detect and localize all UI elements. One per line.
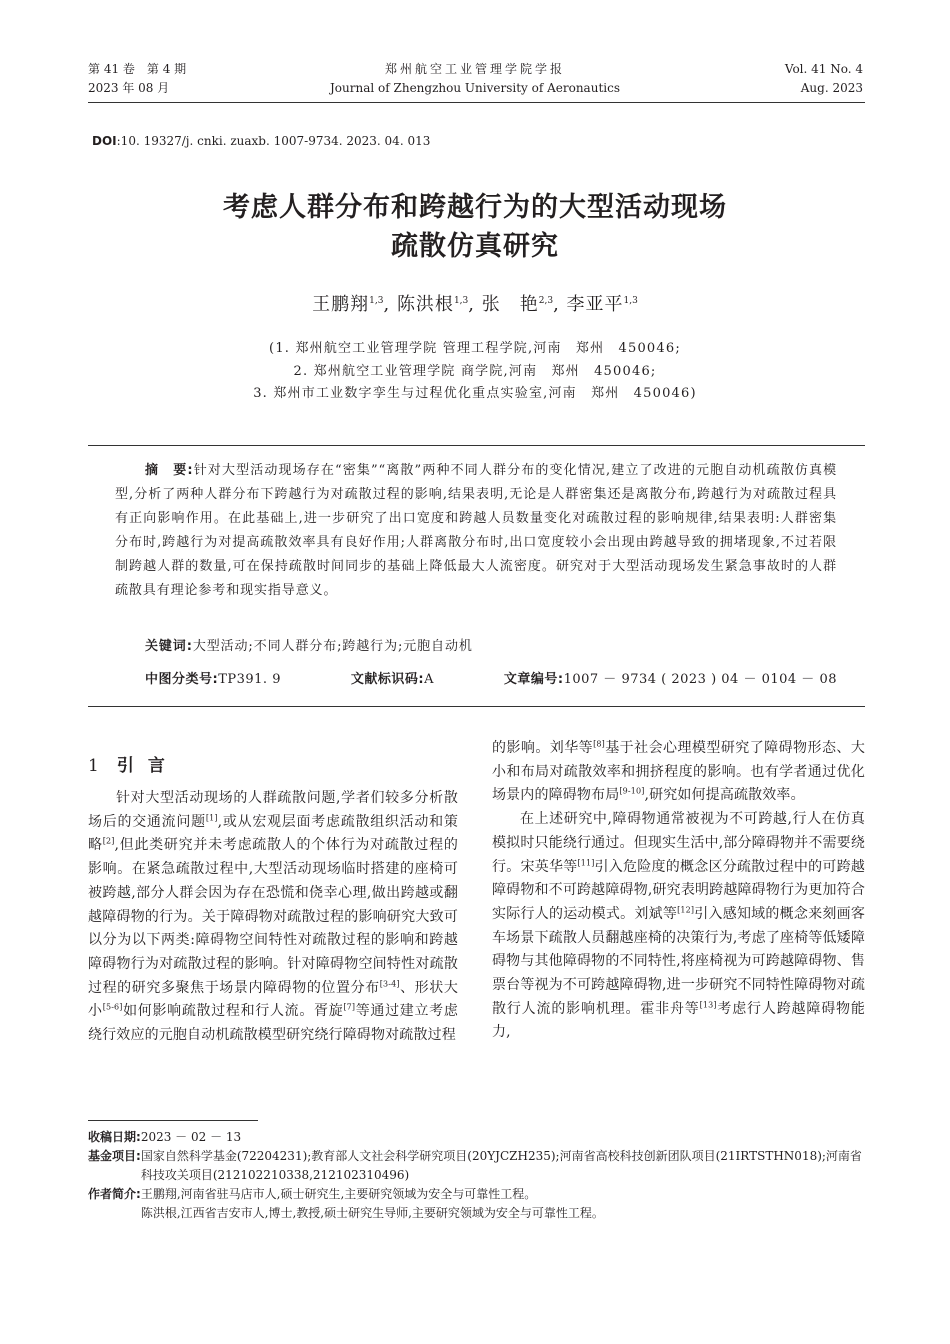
citation-ref: [8] (593, 739, 605, 749)
citation-ref: [7] (343, 1002, 356, 1012)
clc-label: 中图分类号: (145, 672, 219, 687)
citation-ref: [5-6] (102, 1002, 123, 1012)
body-text: 引入危险度的概念区分疏散过程中的可跨越障碍物和不可跨越障碍物,研究表明跨越障碍物行为更加符合实际行人的运动模式。刘斌等 (492, 858, 865, 922)
body-paragraph (492, 808, 865, 1045)
author-affiliation-marker: 1,3 (369, 296, 384, 306)
body-text: 针对大型活动现场的人群疏散问题,学者们较多分析散场后的交通流问题 (88, 790, 458, 830)
author-affiliation-marker: 1,3 (623, 296, 638, 306)
author-separator: , (468, 294, 475, 315)
author-separator: , (383, 294, 391, 315)
body-text: 引入感知域的概念来刻画客车场景下疏散人员翻越座椅的决策行为,考虑了座椅等低矮障碍物与其他障碍物的不同特性,将座椅视为可跨越障碍物、售票台等视为不可跨越障碍物,进一步研究不同特性障碍物对疏散行人流的影响机理。霍非舟等 (492, 905, 865, 1017)
author-bio-label: 作者简介: (88, 1187, 141, 1201)
author-bio: 王鹏翔,河南省驻马店市人,硕士研究生,主要研究领域为安全与可靠性工程。 (140, 1187, 537, 1201)
header-journal-cn: 郑州航空工业管理学院学报 (384, 62, 565, 76)
article-number (504, 668, 837, 687)
citation-ref: [12] (677, 905, 695, 915)
body-text: 的影响。刘华等 (492, 740, 594, 756)
body-text: ,或从宏观层面考虑疏散组织活动和策略 (88, 813, 459, 854)
author-bio-list (141, 1185, 868, 1223)
body-column-left (88, 787, 458, 1048)
abstract-label: 摘 要: (145, 463, 194, 478)
footnote-rule (88, 1120, 258, 1121)
body-text: 等通过建立考虑绕行效应的元胞自动机疏散模型研究绕行障碍物对疏散过程 (88, 1003, 458, 1044)
author-name: 陈洪根 (396, 294, 454, 315)
keywords-text: 大型活动;不同人群分布;跨越行为;元胞自动机 (192, 639, 473, 654)
body-text: 考虑行人跨越障碍物能力, (492, 1000, 866, 1041)
body-text: 基于社会心理模型研究了障碍物形态、大小和布局对疏散效率和拥挤程度的影响。也有学者通过优化场景内的障碍物布局 (492, 740, 865, 804)
paper-title-line1: 考虑人群分布和跨越行为的大型活动现场 (223, 192, 727, 223)
section-number: 1 (88, 756, 99, 776)
document-code (351, 668, 434, 687)
article-number-label: 文章编号: (503, 672, 564, 687)
body-paragraph (492, 737, 865, 808)
paper-title (100, 188, 850, 266)
author-bio: 陈洪根,江西省吉安市人,博士,教授,硕士研究生导师,主要研究领域为安全与可靠性工程。 (140, 1206, 604, 1220)
citation-ref: [1] (205, 813, 218, 823)
body-text: 、形状大小 (88, 979, 458, 1020)
header-date-cn: 2023 年 08 月 (88, 81, 170, 95)
author-affiliation-marker: 1,3 (453, 296, 469, 306)
header-volume-issue-cn: 第 41 卷 第 4 期 (88, 62, 187, 76)
clc-value: TP391. 9 (218, 672, 281, 687)
affiliation-item: (1. 郑州航空工业管理学院 管理工程学院,河南 郑州 450046; (269, 341, 681, 356)
author-name: 王鹏翔 (312, 294, 370, 315)
author-affiliation-marker: 2,3 (538, 296, 554, 306)
header-volume-issue-en: Vol. 41 No. 4 (784, 62, 863, 76)
citation-ref: [13] (699, 1000, 717, 1010)
header-center (275, 60, 675, 98)
article-number-value: 1007 － 9734 ( 2023 ) 04 － 0104 － 08 (563, 672, 837, 687)
affiliation-list (100, 338, 850, 406)
header-right (785, 60, 863, 98)
doi-line (92, 134, 430, 148)
citation-ref: [9-10] (619, 786, 645, 796)
paper-title-line2: 疏散仿真研究 (391, 231, 559, 262)
body-text: 如何影响疏散过程和行人流。胥旋 (122, 1003, 344, 1020)
header-journal-en: Journal of Zhengzhou University of Aeronautics (330, 81, 620, 95)
section-title: 引言 (116, 756, 179, 776)
body-paragraph (88, 787, 458, 1048)
header-rule (88, 102, 865, 103)
doc-code-label: 文献标识码: (350, 672, 425, 687)
header-left (88, 60, 186, 98)
body-text: ,但此类研究并未考虑疏散人的个体行为对疏散过程的影响。在紧急疏散过程中,大型活动现场临时搭建的座椅可被跨越,部分人群会因为存在恐慌和侥幸心理,做出跨越或翻越障碍物的行为。关于障碍物对疏散过程的影响研究大致可以分为以下两类:障碍物空间特性对疏散过程的影响和跨越障碍物行为对疏散过程的影响。针对障碍物空间特性对疏散过程的研究多聚焦于场景内障碍物的位置分布 (88, 837, 458, 996)
author-list (100, 290, 850, 316)
doc-code-value: A (424, 672, 434, 687)
citation-ref: [2] (102, 836, 115, 846)
footnotes (88, 1128, 868, 1223)
footnote-received (88, 1128, 868, 1147)
abstract (115, 459, 837, 603)
fund-label: 基金项目: (88, 1149, 141, 1163)
header-date-en: Aug. 2023 (800, 81, 863, 95)
keywords (145, 635, 845, 654)
affiliation-item: 3. 郑州市工业数字孪生与过程优化重点实验室,河南 郑州 450046) (253, 386, 697, 401)
body-column-right (492, 737, 865, 1045)
doi-value: :10. 19327/j. cnki. zuaxb. 1007-9734. 2023. 04. 013 (116, 134, 431, 148)
author-name: 张 艳 (481, 294, 539, 315)
doi-label: DOI (92, 134, 117, 148)
abstract-bottom-rule (88, 706, 865, 707)
received-value: 2023 － 02 － 13 (140, 1130, 242, 1144)
section-heading-intro (88, 751, 179, 776)
footnote-author-bio (88, 1185, 868, 1223)
classification-line (145, 668, 837, 687)
keywords-label: 关键词: (145, 639, 193, 654)
abstract-top-rule (88, 445, 865, 446)
fund-value: 国家自然科学基金(72204231);教育部人文社会科学研究项目(20YJCZH235);河南省高校科技创新团队项目(21IRTSTHN018);河南省科技攻关项目(212102210338,212102310496) (140, 1149, 862, 1182)
author-separator: , (553, 294, 560, 315)
body-text: ,研究如何提高疏散效率。 (644, 787, 805, 804)
abstract-text: 针对大型活动现场存在“密集”“离散”两种不同人群分布的变化情况,建立了改进的元胞自动机疏散仿真模型,分析了两种人群分布下跨越行为对疏散过程的影响,结果表明,无论是人群密集还是离散分布,跨越行为对疏散过程具有正向影响作用。在此基础上,进一步研究了出口宽度和跨越人员数量变化对疏散过程的影响规律,结果表明:人群密集分布时,跨越行为对提高疏散效率具有良好作用;人群离散分布时,出口宽度较小会出现由跨越导致的拥堵现象,不过若限制跨越人群的数量,可在保持疏散时间同步的基础上降低最大人流密度。研究对于大型活动现场发生紧急事故时的人群疏散具有理论参考和现实指导意义。 (115, 463, 837, 598)
citation-ref: [11] (577, 857, 595, 867)
affiliation-item: 2. 郑州航空工业管理学院 商学院,河南 郑州 450046; (293, 363, 657, 379)
received-label: 收稿日期: (88, 1130, 141, 1144)
body-text: 在上述研究中,障碍物通常被视为不可跨越,行人在仿真模拟时只能绕行通过。但现实生活中,部分障碍物并不需要绕行。宋英华等 (492, 811, 865, 875)
citation-ref: [3-4] (379, 978, 400, 988)
author-name: 李亚平 (566, 294, 624, 315)
clc-number (145, 668, 281, 687)
footnote-fund (88, 1147, 868, 1185)
